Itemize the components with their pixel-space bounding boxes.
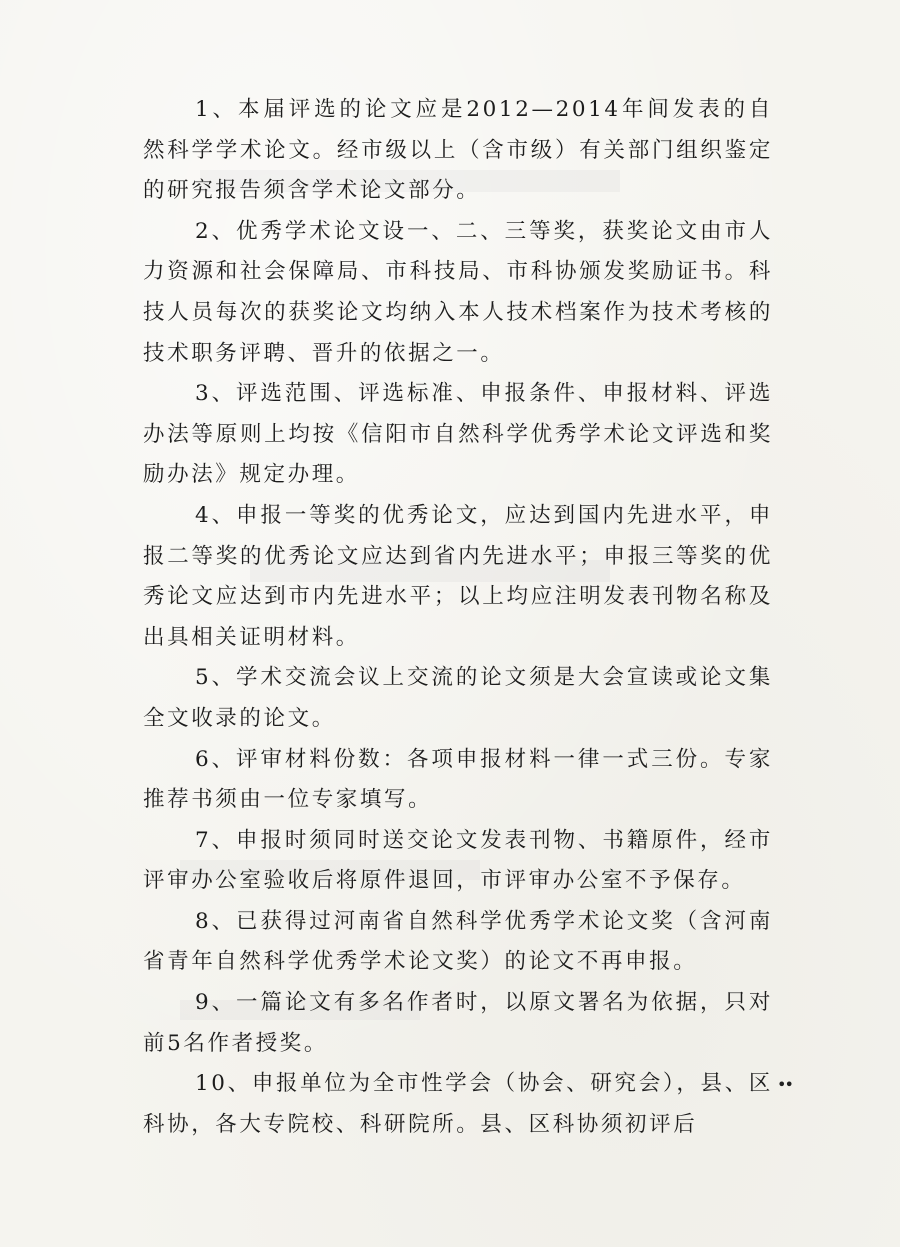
paragraph-3: 3、评选范围、评选标准、申报条件、申报材料、评选办法等原则上均按《信阳市自然科学优秀学术论文评选和奖励办法》规定办理。 xyxy=(143,381,773,488)
paragraph-4: 4、申报一等奖的优秀论文，应达到国内先进水平，申报二等奖的优秀论文应达到省内先进水平；申报三等奖的优秀论文应达到市内先进水平；以上均应注明发表刊物名称及出具相关证明材料。 xyxy=(143,502,773,650)
paragraph-7: 7、申报时须同时送交论文发表刊物、书籍原件，经市评审办公室验收后将原件退回，市评审办公室不予保存。 xyxy=(143,827,773,894)
paragraph-6: 6、评审材料份数：各项申报材料一律一式三份。专家推荐书须由一位专家填写。 xyxy=(143,746,773,813)
document-body xyxy=(143,90,773,1145)
paragraph-5: 5、学术交流会议上交流的论文须是大会宣读或论文集全文收录的论文。 xyxy=(143,665,773,731)
paragraph-1: 1、本届评选的论文应是2012—2014年间发表的自然科学学术论文。经市级以上（含市级）有关部门组织鉴定的研究报告须含学术论文部分。 xyxy=(143,97,773,204)
paragraph-9: 9、一篇论文有多名作者时，以原文署名为依据，只对前5名作者授奖。 xyxy=(143,990,773,1056)
paragraph-10: 10、申报单位为全市性学会（协会、研究会），县、区科协，各大专院校、科研院所。县、区科协须初评后 xyxy=(143,1071,773,1137)
paragraph-8: 8、已获得过河南省自然科学优秀学术论文奖（含河南省青年自然科学优秀学术论文奖）的论文不再申报。 xyxy=(143,908,773,975)
paragraph-2: 2、优秀学术论文设一、二、三等奖，获奖论文由市人力资源和社会保障局、市科技局、市科协颁发奖励证书。科技人员每次的获奖论文均纳入本人技术档案作为技术考核的技术职务评聘、晋升的依据之一。 xyxy=(143,218,773,366)
ink-mark: •• xyxy=(777,1075,792,1094)
